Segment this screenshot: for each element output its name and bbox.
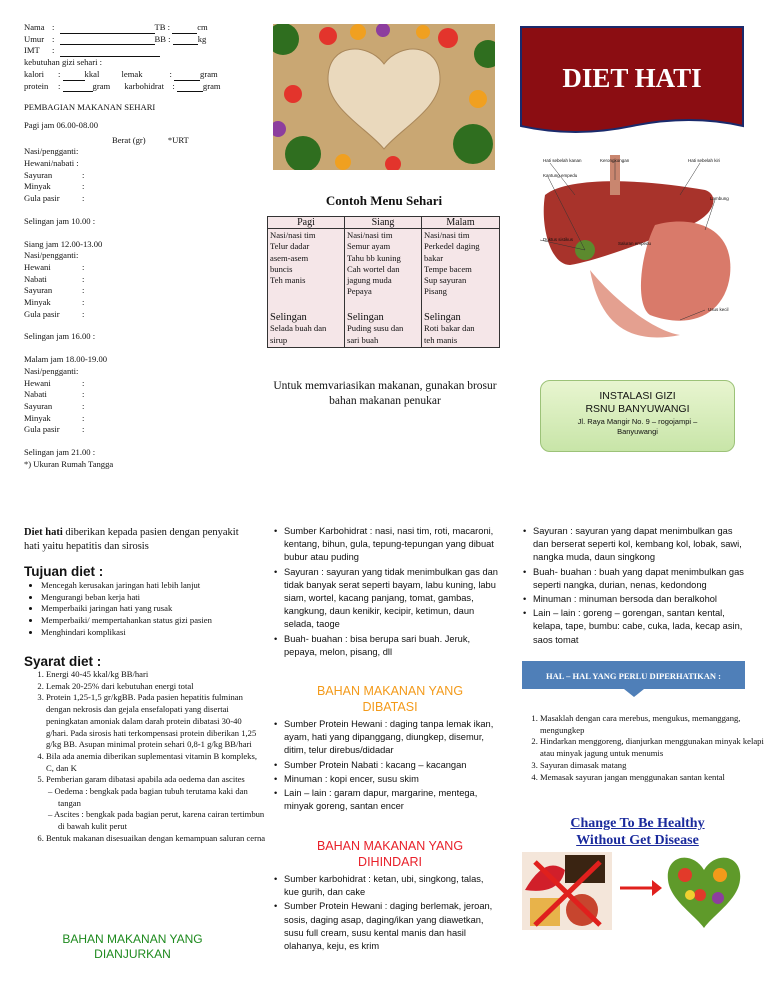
- syarat-list: [22, 669, 266, 845]
- list-item: Hewani :: [24, 377, 85, 388]
- kalori-row: kalori : kkal lemak : gram: [24, 68, 218, 79]
- siang-heading: Siang jam 12.00-13.00: [24, 238, 103, 249]
- protein-field[interactable]: [63, 82, 93, 92]
- tb-field[interactable]: [172, 24, 197, 34]
- slogan-line2: Without Get Disease: [576, 833, 699, 848]
- list-item: 2. Lemak 20-25% dari kebutuhan energi total: [46, 681, 266, 693]
- imt-label: IMT: [24, 45, 40, 56]
- umur-row: Umur : BB : kg: [24, 33, 207, 44]
- kalori-label: kalori: [24, 68, 45, 79]
- list-item: • Memperbaiki jaringan hati yang rusak: [41, 603, 266, 615]
- list-item: [24, 366, 254, 378]
- selingan-label: Selingan: [270, 312, 307, 323]
- siang-list: [24, 250, 254, 320]
- item-label: Nasi/pengganti:: [24, 365, 79, 376]
- kalori-field[interactable]: [63, 71, 85, 81]
- menu-item: teh manis: [424, 334, 458, 345]
- menu-item: Telur dadar: [270, 241, 310, 252]
- dibatasi-list-container: [274, 718, 500, 814]
- slogan: [530, 815, 745, 849]
- karbohidrat-field[interactable]: [177, 82, 203, 92]
- list-item: Nabati :: [24, 389, 85, 400]
- nama-row: Nama : TB : cm: [24, 22, 208, 32]
- list-item: • Sumber Protein Hewani : daging tanpa lemak ikan, ayam, hati yang dipanggang, diungkep, disemur, ditim, telur direbus/didadar: [274, 718, 500, 758]
- list-item: Minyak :: [24, 181, 85, 192]
- list-item: Sayuran :: [24, 285, 85, 296]
- item-label: Hewani/nabati :: [24, 158, 79, 169]
- list-item: Gula pasir :: [24, 424, 85, 435]
- list-item: Sayuran :: [24, 169, 85, 180]
- menu-snack-siang: [345, 311, 422, 347]
- menu-item: Roti bakar dan: [424, 323, 475, 334]
- menu-item: Nasi/nasi tim: [424, 230, 470, 240]
- menu-header-row: [268, 217, 500, 229]
- kkal-label: kkal: [84, 68, 100, 79]
- menu-item: Pisang: [424, 286, 447, 297]
- hal-title: HAL – HAL YANG PERLU DIPERHATIKAN :: [546, 671, 721, 681]
- menu-snack-malam: [422, 311, 500, 347]
- nama-label: Nama: [24, 22, 45, 32]
- institution-hospital: RSNU BANYUWANGI: [585, 403, 690, 415]
- list-item: • Mengurangi beban kerja hati: [41, 592, 266, 604]
- intro-bold: Diet hati: [24, 527, 63, 538]
- liver-label: Hati sebelah kiri: [688, 158, 721, 163]
- menu-item: buncis: [270, 263, 293, 274]
- item-label: Nasi/pengganti:: [24, 250, 79, 261]
- vegetable-heart-illustration: [273, 24, 495, 170]
- list-item: [46, 774, 266, 833]
- menu-header-siang: Siang: [345, 217, 422, 229]
- avoid-more-list: [523, 525, 748, 647]
- bb-label: BB :: [154, 33, 171, 44]
- urt-label: *URT: [167, 134, 189, 145]
- item-label: Gula pasir: [24, 308, 60, 319]
- liver-anatomy-image: [530, 155, 745, 353]
- pembagian-title: PEMBAGIAN MAKANAN SEHARI: [24, 102, 156, 113]
- column-heads: [24, 135, 254, 147]
- protein-gram: gram: [92, 80, 111, 91]
- list-item: [24, 146, 254, 158]
- list-item: • Sumber Protein Hewani : daging berlemak, jeroan, sosis, daging asap, daging/ikan yang diawetkan, susu full cream, susu kental manis dan hasil olahanya, keju, es krim: [274, 900, 500, 953]
- list-item: • Minuman : kopi encer, susu skim: [274, 773, 500, 786]
- selingan16-label: Selingan jam 16.00 :: [24, 331, 96, 342]
- list-item: Gula pasir :: [24, 193, 85, 204]
- item-label: Minyak: [24, 412, 51, 423]
- tujuan-title: Tujuan diet :: [24, 564, 104, 579]
- item-label: Sayuran: [24, 400, 53, 411]
- menu-cell-pagi: [268, 229, 345, 312]
- variation-note: Untuk memvariasikan makanan, gunakan brosur bahan makanan penukar: [273, 380, 497, 407]
- list-item: 4. Bila ada anemia diberikan suplementasi vitamin B kompleks, C, dan K: [46, 751, 266, 774]
- menu-cell-siang: [345, 229, 422, 312]
- pagi-heading: Pagi jam 06.00-08.00: [24, 119, 98, 130]
- list-item: • Minuman : minuman bersoda dan beralkohol: [523, 593, 748, 606]
- institution-city: Banyuwangi: [617, 427, 658, 436]
- menu-item: sirup: [270, 334, 288, 345]
- menu-item: Teh manis: [270, 275, 306, 286]
- selingan10-label: Selingan jam 10.00 :: [24, 215, 96, 226]
- list-item: 6. Bentuk makanan disesuaikan dengan kemampuan saluran cerna: [46, 833, 266, 845]
- dianjurkan-list-container: [274, 525, 500, 660]
- lemak-field[interactable]: [174, 71, 200, 81]
- tb-label: TB :: [154, 22, 171, 32]
- page-title: DIET HATI: [562, 63, 702, 93]
- protein-label: protein: [24, 80, 49, 91]
- list-item: Sayuran :: [24, 400, 85, 411]
- karbohidrat-label: karbohidrat: [124, 80, 164, 91]
- menu-item: Cah wortel dan: [347, 263, 400, 274]
- item-label: Minyak: [24, 181, 51, 192]
- item-label: Gula pasir: [24, 424, 60, 435]
- menu-item: jagung muda: [347, 275, 392, 286]
- menu-item: Selada buah dan: [270, 323, 327, 334]
- liver-label: Usus kecil: [708, 307, 729, 312]
- list-item: • Sayuran : sayuran yang tidak menimbulkan gas dan tidak banyak serat seperti bayam, labu kuning, labu siam, wortel, kacang panjang, tomat, gambas, kangkung, daun kenikir, kecipir, ketimun, daun selada, taoge: [274, 566, 500, 632]
- dianjurkan-title: BAHAN MAKANAN YANG DIANJURKAN: [62, 932, 203, 961]
- arrow-right-icon: [620, 880, 662, 896]
- item-label: Nasi/pengganti:: [24, 146, 79, 157]
- list-item: Minyak :: [24, 297, 85, 308]
- list-item: 1. Masaklah dengan cara merebus, mengukus, memanggang, mengungkep: [540, 713, 765, 736]
- sub-item-ascites: – Ascites : bengkak pada bagian perut, karena cairan tertimbun di bawah kulit perut: [48, 809, 265, 832]
- liver-label: Saluran empedu: [618, 241, 652, 246]
- intro-text: [24, 526, 242, 554]
- list-item: 3. Sayuran dimasak matang: [540, 760, 765, 772]
- institution-card: [540, 380, 735, 452]
- list-item: [24, 158, 254, 170]
- list-item: • Buah- buahan : bisa berupa sari buah. Jeruk, pepaya, melon, pisang, dll: [274, 633, 500, 659]
- menu-item: Puding susu dan: [347, 323, 404, 334]
- urt-note: *) Ukuran Rumah Tangga: [24, 458, 114, 469]
- liver-label: Duktus sistikus: [543, 237, 574, 242]
- institution-address: Jl. Raya Mangir No. 9 – rogojampi –: [577, 417, 698, 426]
- garam-text: Pemberian garam dibatasi apabila ada oedema dan ascites: [46, 774, 245, 785]
- kebutuhan-label: kebutuhan gizi sehari :: [24, 57, 103, 68]
- item-label: Nabati: [24, 389, 47, 400]
- menu-item: Sup sayuran: [424, 275, 467, 286]
- intro-rest: diberikan kepada pasien dengan penyakit hati yaitu hepatitis dan sirosis: [24, 527, 239, 552]
- list-item: • Sumber karbohidrat : ketan, ubi, singkong, talas, kue gurih, dan cake: [274, 873, 500, 899]
- menu-cell-malam: [422, 229, 500, 312]
- liver-label: Hati sebelah kanan: [543, 158, 582, 163]
- dibatasi-title: BAHAN MAKANAN YANG DIBATASI: [316, 684, 464, 714]
- umur-field[interactable]: [60, 35, 155, 45]
- list-item: • Sumber Karbohidrat : nasi, nasi tim, roti, macaroni, kentang, bihun, gula, tepung-tepungan yang dibuat bubur atau puding: [274, 525, 500, 565]
- menu-snack-row: [268, 311, 500, 347]
- list-item: 3. Protein 1,25-1,5 gr/kgBB. Pada pasien hepatitis fulminan dengan nekrosis dan gejala ensefalopati yang disertai peningkatan amoniak dalam darah protein dibatasi 30-40 g/hari. Pada sirosis hati terkompensasi protein diberikan 1,25 g/kg BB. Asupan minimal protein sehari 0,8-1 g/kg BB/hari: [46, 692, 266, 751]
- menu-snack-pagi: [268, 311, 345, 347]
- menu-item: Nasi/nasi tim: [270, 230, 316, 240]
- menu-item: Pepaya: [347, 286, 372, 297]
- malam-heading: Malam jam 18.00-19.00: [24, 354, 108, 365]
- menu-header-malam: Malam: [422, 217, 500, 229]
- menu-item: Perkedel daging: [424, 241, 480, 252]
- dihindari-list-container: [274, 873, 500, 954]
- healthy-change-illustration: [520, 850, 748, 932]
- menu-item: Tahu bb kuning: [347, 252, 401, 263]
- kg-label: kg: [197, 33, 207, 44]
- menu-item: sari buah: [347, 334, 379, 345]
- menu-item: Semur ayam: [347, 241, 391, 252]
- selingan-label: Selingan: [347, 312, 384, 323]
- liver-label: Kantung empedu: [543, 173, 578, 178]
- sub-item-text: Oedema : bengkak pada bagian tubuh terutama kaki dan tangan: [54, 786, 248, 808]
- list-item: • Lain – lain : goreng – gorengan, santan kental, kelapa, tape, bumbu: cabe, cuka, lada, kecap asin, saos tomat: [523, 607, 748, 647]
- list-item: Minyak :: [24, 412, 85, 423]
- vegetable-heart-image: [273, 24, 495, 170]
- patient-form: [24, 22, 254, 471]
- item-label: Sayuran: [24, 169, 53, 180]
- imt-field[interactable]: [60, 47, 160, 57]
- karbohidrat-gram: gram: [202, 80, 221, 91]
- dihindari-title: BAHAN MAKANAN YANG DIHINDARI: [316, 839, 464, 869]
- menu-item: bakar: [424, 252, 444, 263]
- list-item: 1. Energi 40-45 kkal/kg BB/hari: [46, 669, 266, 681]
- liver-label: Kerongkongan: [600, 158, 630, 163]
- slogan-line1: Change To Be Healthy: [570, 816, 705, 831]
- healthy-heart-icon: [668, 858, 740, 928]
- berat-label: Berat (gr): [112, 134, 146, 145]
- menu-item: asem-asem: [270, 252, 309, 263]
- cm-label: cm: [197, 22, 208, 32]
- dianjurkan-list: [274, 525, 500, 659]
- lemak-gram: gram: [200, 68, 218, 79]
- list-item: • Sumber Protein Nabati : kacang – kacangan: [274, 759, 500, 772]
- liver-label: Lambung: [710, 196, 729, 201]
- list-item: 4. Memasak sayuran jangan menggunakan santan kental: [540, 772, 765, 784]
- item-label: Gula pasir: [24, 193, 60, 204]
- menu-header-pagi: Pagi: [268, 217, 345, 229]
- list-item: Hewani :: [24, 261, 85, 272]
- list-item: [24, 250, 254, 262]
- menu-item: Tempe bacem: [424, 263, 472, 274]
- item-label: Sayuran: [24, 285, 53, 296]
- list-item: Gula pasir :: [24, 308, 85, 319]
- list-item: Nabati :: [24, 273, 85, 284]
- bb-field[interactable]: [173, 35, 198, 45]
- tujuan-list: [26, 580, 266, 639]
- menu-table: [267, 216, 500, 348]
- dibatasi-list: [274, 718, 500, 813]
- list-item: • Mencegah kerusakan jaringan hati lebih lanjut: [41, 580, 266, 592]
- malam-list: [24, 366, 254, 436]
- imt-row: IMT :: [24, 45, 254, 57]
- avoid-more-list-container: [523, 525, 748, 648]
- list-item: • Lain – lain : garam dapur, margarine, mentega, minyak goreng, santan encer: [274, 787, 500, 813]
- item-label: Nabati: [24, 273, 47, 284]
- item-label: Minyak: [24, 297, 51, 308]
- pagi-list: [24, 146, 254, 205]
- sub-item-oedema: – Oedema : bengkak pada bagian tubuh terutama kaki dan tangan: [48, 786, 248, 808]
- list-item: • Sayuran : sayuran yang dapat menimbulkan gas dan berserat seperti kol, kembang kol, lobak, sawi, nangka muda, daun singkong: [523, 525, 748, 565]
- junk-food-icon: [522, 852, 612, 930]
- list-item: • Memperbaiki/ mempertahankan status gizi pasien: [41, 615, 266, 627]
- sub-item-text: Ascites : bengkak pada bagian perut, karena cairan tertimbun di bawah kulit perut: [53, 809, 265, 832]
- list-item: • Menghindari komplikasi: [41, 627, 266, 639]
- menu-item: Nasi/nasi tim: [347, 230, 393, 240]
- selingan-label: Selingan: [424, 312, 461, 323]
- menu-title: Contoh Menu Sehari: [325, 193, 443, 208]
- umur-label: Umur: [24, 33, 45, 44]
- list-item: • Buah- buahan : buah yang dapat menimbulkan gas seperti nangka, durian, nenas, kedondong: [523, 566, 748, 592]
- liver-illustration: [530, 155, 745, 353]
- nama-field[interactable]: [60, 24, 155, 34]
- list-item: 2. Hindarkan menggoreng, dianjurkan menggunakan minyak kelapi atau minyak jagung untuk menumis: [540, 736, 765, 759]
- menu-main-row: [268, 229, 500, 312]
- selingan21-label: Selingan jam 21.00 :: [24, 447, 96, 458]
- protein-row: protein : gram karbohidrat : gram: [24, 80, 221, 91]
- hal-list: [522, 713, 765, 783]
- dihindari-list: [274, 873, 500, 953]
- lemak-label: lemak: [121, 68, 143, 79]
- institution-name: INSTALASI GIZI: [599, 390, 676, 402]
- syarat-title: Syarat diet :: [24, 654, 102, 669]
- item-label: Hewani: [24, 261, 51, 272]
- item-label: Hewani: [24, 377, 51, 388]
